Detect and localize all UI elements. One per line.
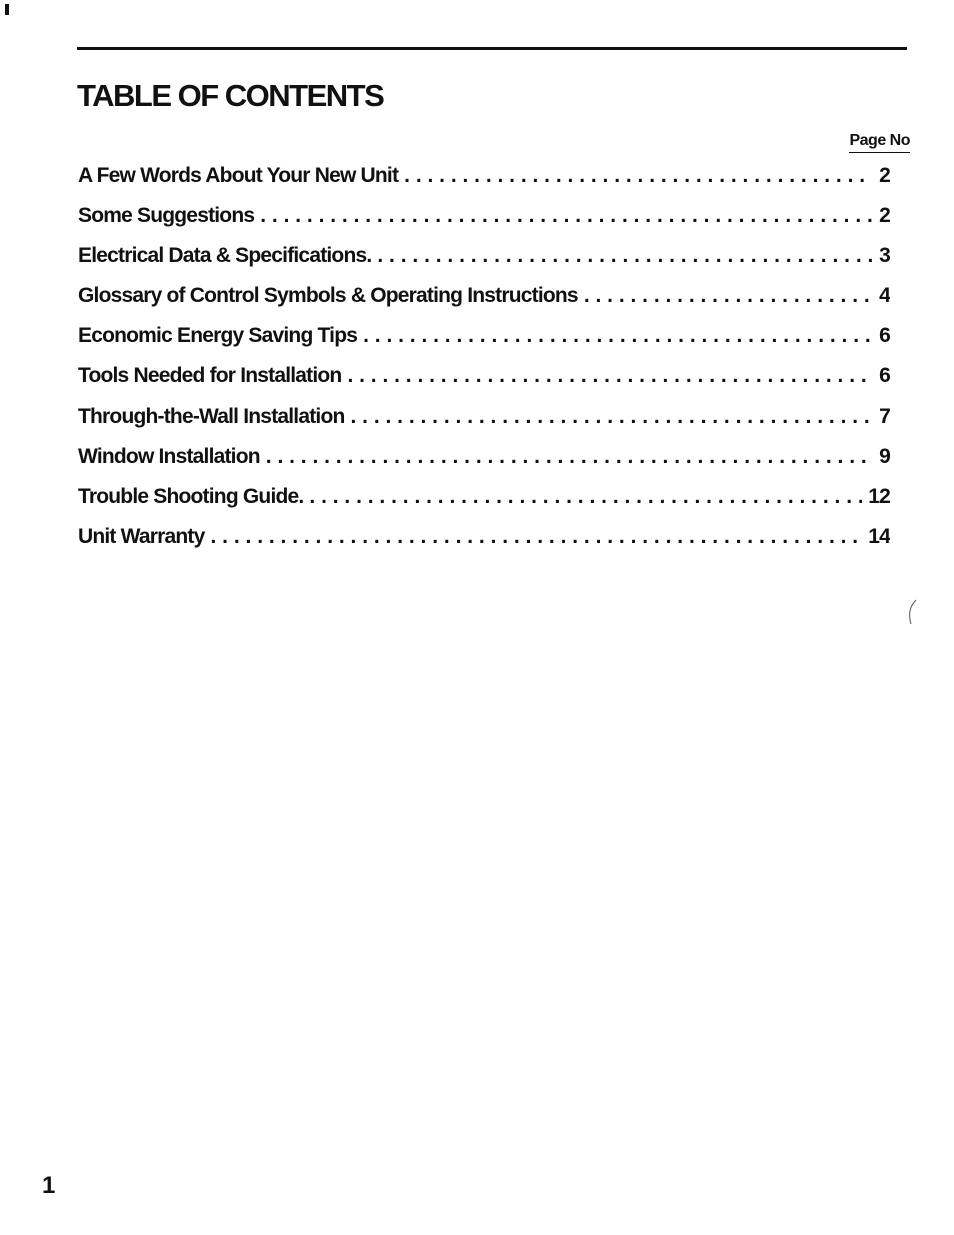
- page-number-column-header: Page No: [849, 132, 910, 153]
- toc-entry-a-few-words[interactable]: [78, 164, 890, 204]
- toc-entry-page: 6: [879, 364, 890, 388]
- header-rule: [77, 47, 907, 50]
- toc-entry-title: Electrical Data & Specifications.: [78, 244, 372, 268]
- toc-entry-tools-needed[interactable]: [78, 364, 890, 404]
- toc-entry-page: 12: [868, 484, 890, 508]
- toc-entry-trouble-shooting[interactable]: [78, 485, 890, 525]
- toc-entry-title: Economic Energy Saving Tips: [78, 324, 358, 348]
- toc-entry-title: Some Suggestions: [78, 204, 255, 228]
- toc-entry-page: 9: [879, 444, 890, 468]
- toc-entry-title: Unit Warranty: [78, 524, 205, 548]
- toc-entry-page: 4: [879, 284, 890, 308]
- scan-artifact-mark: [905, 598, 919, 626]
- dot-leader: [309, 485, 862, 509]
- table-of-contents: [78, 164, 890, 565]
- toc-entry-glossary[interactable]: [78, 284, 890, 324]
- dot-leader: [351, 405, 873, 429]
- dot-leader: [404, 164, 872, 188]
- toc-entry-energy-saving-tips[interactable]: [78, 324, 890, 364]
- toc-entry-page: 2: [879, 164, 890, 187]
- toc-entry-page: 7: [879, 404, 890, 428]
- toc-entry-title: Tools Needed for Installation: [78, 364, 342, 388]
- toc-entry-window-installation[interactable]: [78, 445, 890, 485]
- dot-leader: [260, 204, 872, 228]
- toc-entry-title: Window Installation: [78, 444, 260, 468]
- toc-entry-some-suggestions[interactable]: [78, 204, 890, 244]
- footer-page-number: 1: [42, 1172, 56, 1199]
- toc-entry-page: 2: [879, 204, 890, 228]
- toc-entry-electrical-data[interactable]: [78, 244, 890, 284]
- toc-entry-page: 14: [868, 524, 890, 548]
- toc-entry-through-the-wall[interactable]: [78, 405, 890, 445]
- dot-leader: [377, 244, 872, 268]
- toc-entry-title: Trouble Shooting Guide.: [78, 484, 304, 508]
- dot-leader: [584, 284, 872, 308]
- dot-leader: [266, 445, 872, 469]
- scan-corner-mark: [5, 4, 9, 15]
- toc-entry-page: 3: [879, 244, 890, 268]
- toc-entry-title: A Few Words About Your New Unit: [78, 164, 399, 187]
- toc-entry-unit-warranty[interactable]: [78, 525, 890, 565]
- toc-entry-page: 6: [879, 324, 890, 348]
- dot-leader: [363, 324, 872, 348]
- toc-entry-title: Through-the-Wall Installation: [78, 404, 345, 428]
- dot-leader: [211, 525, 863, 549]
- dot-leader: [347, 364, 872, 388]
- page-title: TABLE OF CONTENTS: [77, 78, 384, 113]
- toc-entry-title: Glossary of Control Symbols & Operating Instructions: [78, 284, 578, 308]
